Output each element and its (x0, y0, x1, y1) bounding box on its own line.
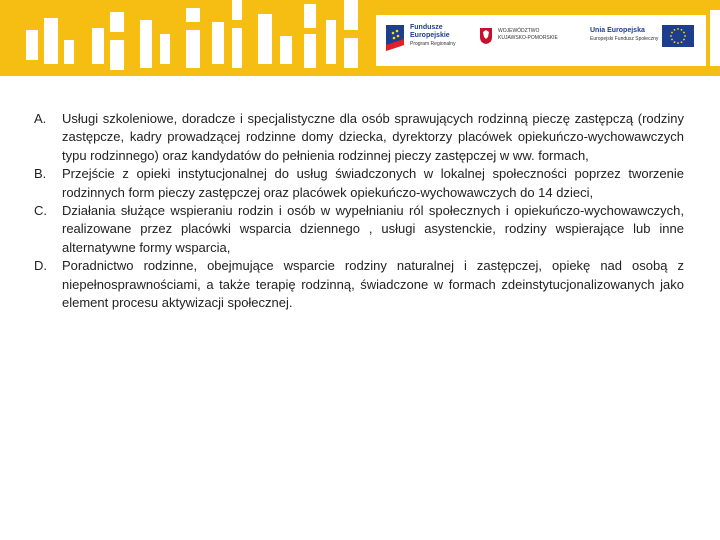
decor-block (344, 38, 358, 68)
decor-block (26, 30, 38, 60)
decor-block (280, 36, 292, 64)
decor-block (232, 0, 242, 20)
unia-europejska-text (590, 26, 658, 44)
fundusze-europejskie-text (410, 24, 456, 48)
list-text: Usługi szkoleniowe, doradcze i specjalistyczne dla osób sprawujących rodzinną pieczę zastępczą (rodziny zastępcze, kadry prowadzącej rodzinne domy dziecka, dyrektorzy placówek opiekuńczo-wychowawczych typu rodzinnego) oraz kandydatów do pełnienia rodzinnej pieczy zastępczej w ww. formach, (62, 111, 684, 163)
unia-title: Unia Europejska (590, 27, 645, 34)
list-item-d (34, 257, 684, 312)
fundusze-line2: Europejskie (410, 32, 450, 39)
list-marker: A. (34, 111, 47, 126)
decor-block (140, 20, 152, 68)
list-text: Przejście z opieki instytucjonalnej do usług świadczonych w lokalnej społeczności poprzez tworzenie rodzinnych form pieczy zastępczej oraz placówek opiekuńczo-wychowawczych do 14 dzieci, (62, 166, 684, 200)
document-body (34, 110, 684, 312)
decor-block (160, 34, 170, 64)
list-marker: D. (34, 258, 47, 274)
decor-block (710, 10, 720, 66)
list-item-c (34, 202, 684, 257)
logo-bar (376, 15, 706, 66)
eu-flag-icon (662, 25, 694, 47)
fundusze-europejskie-logo-icon (384, 23, 406, 53)
wojewodztwo-line2: KUJAWSKO-POMORSKIE (498, 35, 558, 41)
decor-block (44, 18, 58, 64)
decor-block (258, 14, 272, 64)
decor-block (304, 4, 316, 28)
decor-block (232, 28, 242, 68)
wojewodztwo-coat-of-arms-icon (479, 27, 493, 45)
decor-block (110, 40, 124, 70)
decor-block (212, 22, 224, 64)
decor-block (304, 34, 316, 68)
decor-block (186, 8, 200, 22)
list-item-b (34, 165, 684, 202)
list-text: Poradnictwo rodzinne, obejmujące wsparcie rodziny naturalnej i zastępczej, opiekę nad osobą z niepełnosprawnościami, a także terapię rodzinną, świadczone w formach zdeinstytucjonalizowanych jako element procesu aktywizacji społecznej. (62, 258, 684, 311)
decor-block (344, 0, 358, 30)
header-band (0, 0, 720, 76)
decor-block (92, 28, 104, 64)
list-text: Działania służące wspieraniu rodzin i osób w wypełnianiu ról społecznych i opiekuńczo-wychowawczych, realizowane przez placówki wsparcia dziennego , usługi asystenckie, rodziny wspierające lub inne alternatywne formy wsparcia, (62, 203, 684, 255)
unia-sub: Europejski Fundusz Społeczny (590, 36, 659, 42)
list-item-a (34, 110, 684, 165)
fundusze-sub: Program Regionalny (410, 41, 456, 47)
wojewodztwo-line1: WOJEWÓDZTWO (498, 28, 540, 34)
decor-block (110, 12, 124, 32)
decor-block (186, 30, 200, 68)
decor-block (326, 20, 336, 64)
fundusze-line1: Fundusze (410, 24, 443, 31)
list-marker: C. (34, 203, 47, 219)
list-marker: B. (34, 166, 47, 182)
wojewodztwo-text (498, 28, 558, 42)
decor-block (64, 40, 74, 64)
